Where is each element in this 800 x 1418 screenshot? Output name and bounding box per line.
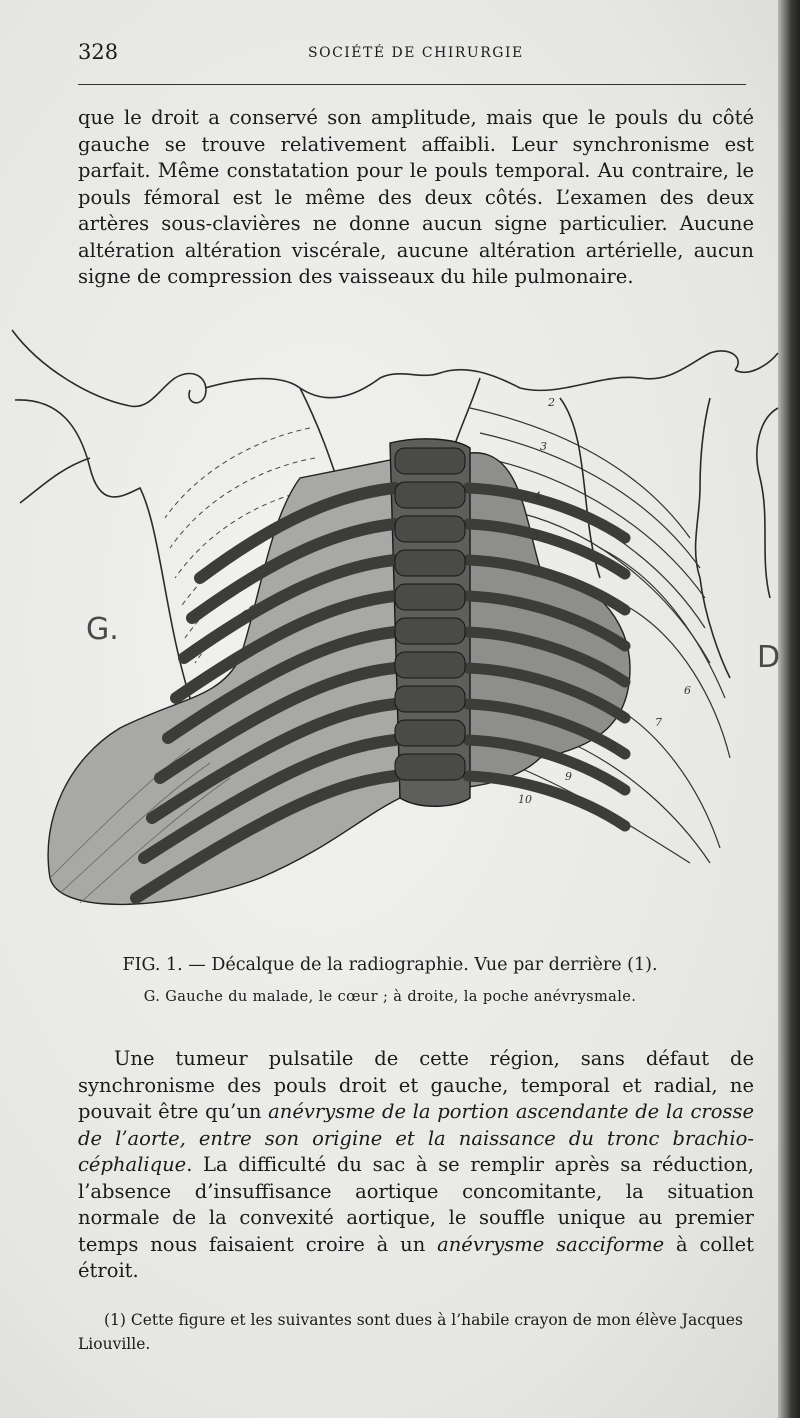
figure-label-right: D — [757, 640, 781, 675]
right-rib — [468, 776, 625, 826]
vertebra — [395, 618, 465, 644]
vertebra — [395, 652, 465, 678]
paragraph-2-italic-a: anévrysme de la portion ascendante de la crosse de l’aorte, entre son origine et la naissance du tronc brachio-céphalique — [78, 1100, 754, 1176]
rib-number: 2 — [548, 396, 555, 409]
figure-caption: FIG. 1. — Décalque de la radiographie. Vue par derrière (1). — [122, 955, 658, 975]
vertebra — [395, 584, 465, 610]
rib-number: 9 — [565, 770, 572, 783]
rib-number: 4 — [534, 490, 541, 503]
paragraph-1: que le droit a conservé son amplitude, mais que le pouls du côté gauche se trouve relativement affaibli. Leur synchronisme est parfait. Même constatation pour le pouls temporal. Au contraire, le pouls fémoral est le même des deux côtés. L’examen des deux artères sous-clavières ne donne aucun signe particulier. Aucune altération altération viscérale, aucune altération artérielle, aucun signe de compression des vaisseaux du hile pulmonaire. — [78, 106, 754, 288]
rib-number: 7 — [655, 716, 662, 729]
running-head: SOCIÉTÉ DE CHIRURGIE — [308, 45, 524, 61]
header-rule — [78, 84, 746, 85]
rib-number: 10 — [518, 793, 532, 806]
vertebra — [395, 686, 465, 712]
vertebra — [395, 720, 465, 746]
page-number: 328 — [78, 40, 119, 64]
figure-label-left: G. — [86, 612, 119, 647]
paragraph-2-text-c: à collet étroit. — [78, 1232, 755, 1282]
rib-number: 3 — [540, 440, 547, 453]
page-header — [78, 40, 746, 70]
vertebra — [395, 448, 465, 474]
rib-number: 8 — [610, 740, 617, 753]
rib-number: 5 — [532, 530, 539, 543]
paragraph-2-italic-b: anévrysme sacciforme — [437, 1232, 665, 1256]
vertebra — [395, 754, 465, 780]
figure-legend: G. Gauche du malade, le cœur ; à droite, la poche anévrysmale. — [143, 989, 637, 1005]
vertebra — [395, 550, 465, 576]
page-edge-shadow — [778, 0, 800, 1418]
vertebra — [395, 482, 465, 508]
footnote: (1) Cette figure et les suivantes sont dues à l’habile crayon de mon élève Jacques Liouville. — [78, 1311, 743, 1353]
vertebra — [395, 516, 465, 542]
paragraph-2-text-b: . La difficulté du sac à se remplir après sa réduction, l’absence d’insuffisance aortique concomitante, la situation normale de la convexité aortique, le souffle unique au premier temps nous faisaient croire à un — [78, 1153, 754, 1256]
rib-number: 6 — [684, 684, 691, 697]
paragraph-2 — [78, 1046, 754, 1285]
paragraph-2-text-a: Une tumeur pulsatile de cette région, sans défaut de synchronisme des pouls droit et gauche, temporal et radial, ne pouvait être qu’un — [78, 1047, 754, 1123]
